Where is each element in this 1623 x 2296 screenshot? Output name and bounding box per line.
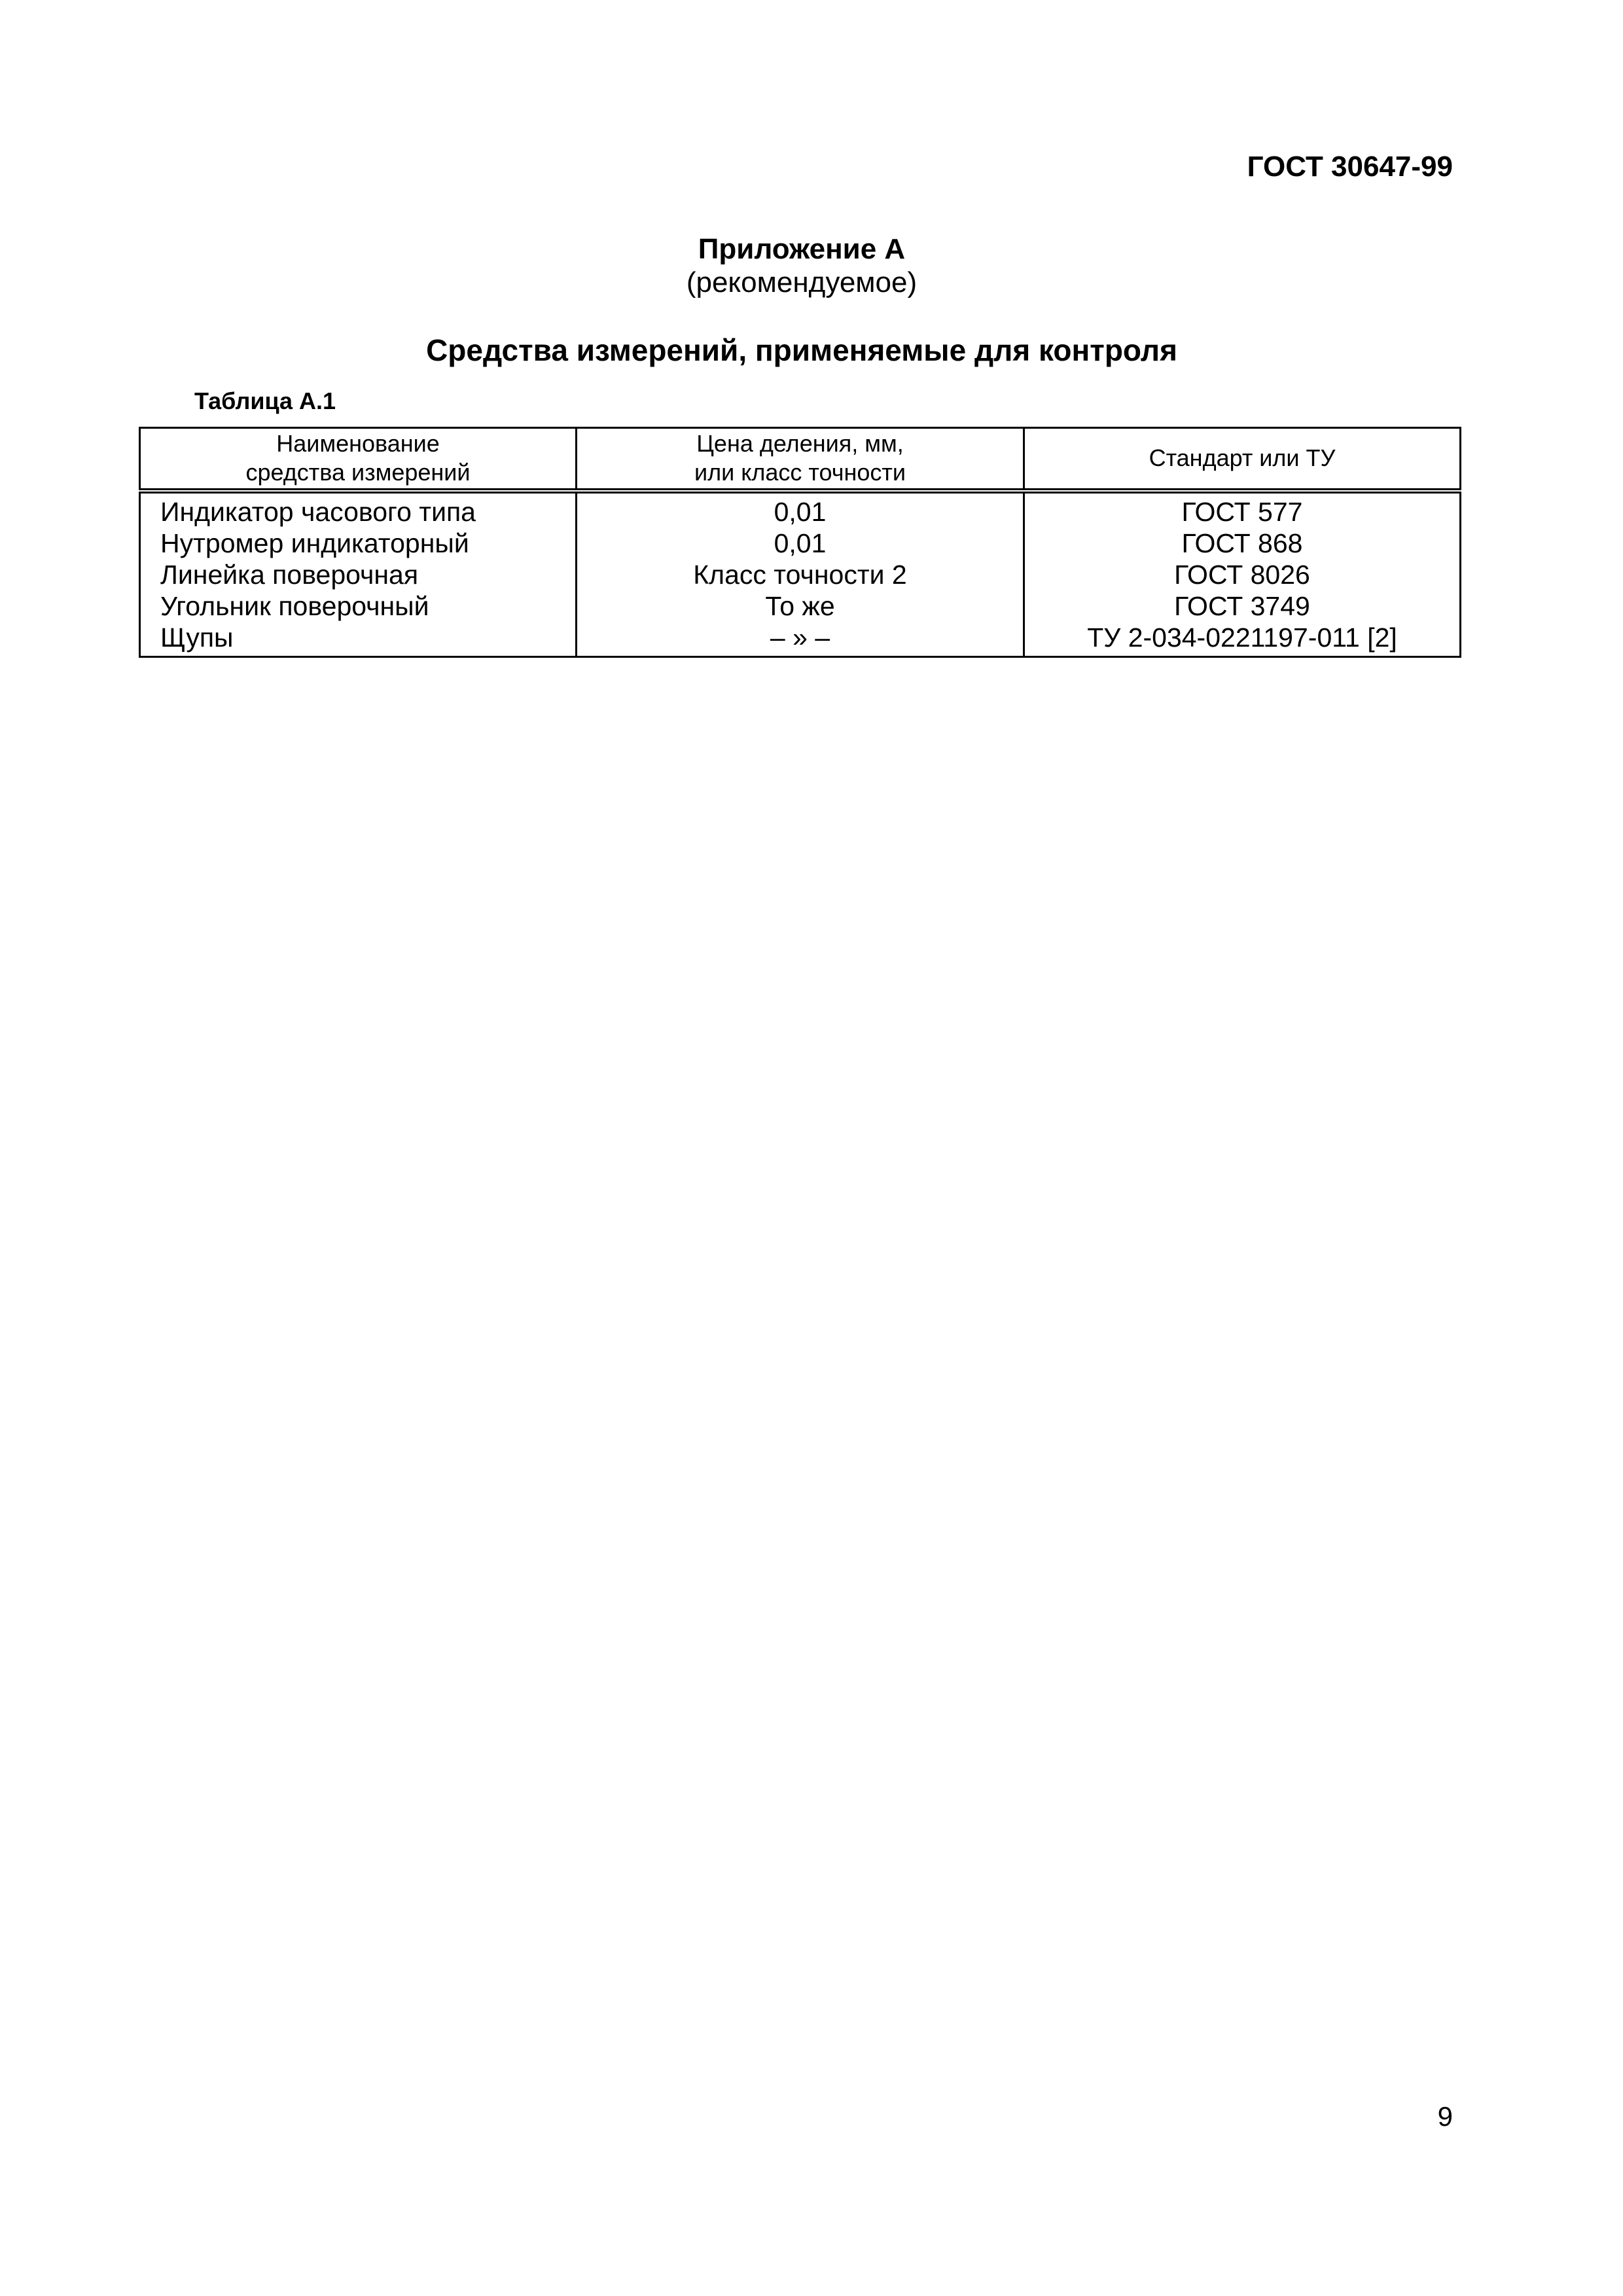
header-instrument-name <box>140 428 577 491</box>
header-line: Наименование <box>276 430 440 457</box>
cell-standard: ГОСТ 868 <box>1024 528 1461 559</box>
table-row <box>140 528 1461 559</box>
cell-instrument-name: Индикатор часового типа <box>140 491 577 528</box>
measurement-instruments-table <box>139 427 1461 658</box>
table-row <box>140 491 1461 528</box>
table-row <box>140 590 1461 622</box>
cell-division-value: 0,01 <box>577 491 1024 528</box>
section-title: Средства измерений, применяемые для контроля <box>426 333 1177 367</box>
header-division-value <box>577 428 1024 491</box>
appendix-title: Приложение А <box>698 233 906 265</box>
table-header-row <box>140 428 1461 491</box>
cell-division-value: – » – <box>577 622 1024 657</box>
header-line: или класс точности <box>694 459 906 486</box>
page-number: 9 <box>1437 2101 1453 2132</box>
document-code: ГОСТ 30647-99 <box>1247 151 1453 183</box>
cell-division-value: Класс точности 2 <box>577 559 1024 590</box>
cell-instrument-name: Линейка поверочная <box>140 559 577 590</box>
header-line: Стандарт или ТУ <box>1149 444 1336 472</box>
cell-instrument-name: Нутромер индикаторный <box>140 528 577 559</box>
cell-division-value: 0,01 <box>577 528 1024 559</box>
table-row <box>140 622 1461 657</box>
header-line: средства измерений <box>245 459 471 486</box>
cell-standard: ГОСТ 3749 <box>1024 590 1461 622</box>
cell-standard: ГОСТ 8026 <box>1024 559 1461 590</box>
cell-instrument-name: Угольник поверочный <box>140 590 577 622</box>
cell-standard: ТУ 2-034-0221197-011 [2] <box>1024 622 1461 657</box>
appendix-subtitle: (рекомендуемое) <box>686 266 918 298</box>
header-line: Цена деления, мм, <box>696 430 904 457</box>
cell-instrument-name: Щупы <box>140 622 577 657</box>
table-caption: Таблица А.1 <box>194 387 336 414</box>
header-standard <box>1024 428 1461 491</box>
cell-standard: ГОСТ 577 <box>1024 491 1461 528</box>
cell-division-value: То же <box>577 590 1024 622</box>
table-row <box>140 559 1461 590</box>
